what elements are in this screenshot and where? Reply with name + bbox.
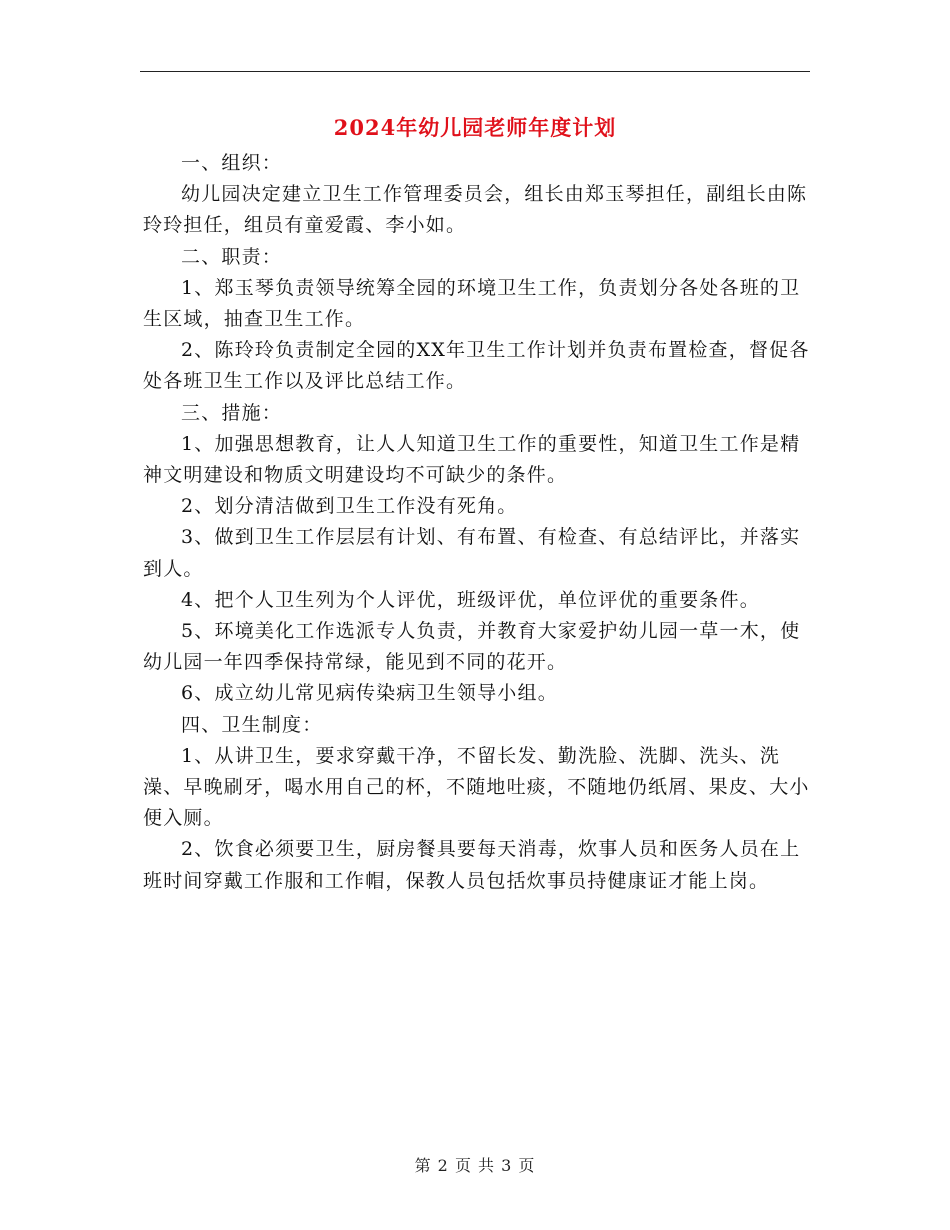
paragraph: 5、环境美化工作选派专人负责，并教育大家爱护幼儿园一草一木，使幼儿园一年四季保持常绿，能见到不同的花开。: [143, 620, 801, 674]
paragraph: 6、成立幼儿常见病传染病卫生领导小组。: [181, 682, 558, 705]
paragraph: 2、划分清洁做到卫生工作没有死角。: [181, 495, 518, 518]
section-heading-organization: 一、组织：: [181, 152, 283, 174]
paragraph: 3、做到卫生工作层层有计划、有布置、有检查、有总结评比，并落实到人。: [143, 526, 801, 580]
paragraph: 4、把个人卫生列为个人评优，班级评优，单位评优的重要条件。: [181, 588, 760, 611]
page-number-footer: 第 2 页 共 3 页: [414, 1156, 536, 1175]
document-title: 2024年幼儿园老师年度计划: [333, 115, 617, 140]
paragraph: 2、陈玲玲负责制定全园的XX年卫生工作计划并负责布置检查，督促各处各班卫生工作以及评比总结工作。: [143, 339, 810, 393]
paragraph: 1、从讲卫生，要求穿戴干净，不留长发、勤洗脸、洗脚、洗头、洗澡、早晚刷牙，喝水用自己的杯，不随地吐痰，不随地仍纸屑、果皮、大小便入厕。: [143, 744, 810, 830]
document-body: [143, 148, 811, 897]
paragraph: 1、郑玉琴负责领导统筹全园的环境卫生工作，负责划分各处各班的卫生区域，抽查卫生工作。: [143, 276, 801, 331]
paragraph: 幼儿园决定建立卫生工作管理委员会，组长由郑玉琴担任，副组长由陈玲玲担任，组员有童爱霞、李小如。: [143, 183, 808, 237]
section-heading-duties: 二、职责：: [181, 245, 283, 268]
section-heading-measures: 三、措施：: [181, 401, 283, 424]
paragraph: 2、饮食必须要卫生，厨房餐具要每天消毒，炊事人员和医务人员在上班时间穿戴工作服和工作帽，保教人员包括炊事员持健康证才能上岗。: [143, 838, 801, 892]
header-rule: [140, 71, 810, 72]
paragraph: 1、加强思想教育，让人人知道卫生工作的重要性，知道卫生工作是精神文明建设和物质文明建设均不可缺少的条件。: [143, 432, 801, 487]
section-heading-hygiene-rules: 四、卫生制度：: [181, 713, 323, 736]
